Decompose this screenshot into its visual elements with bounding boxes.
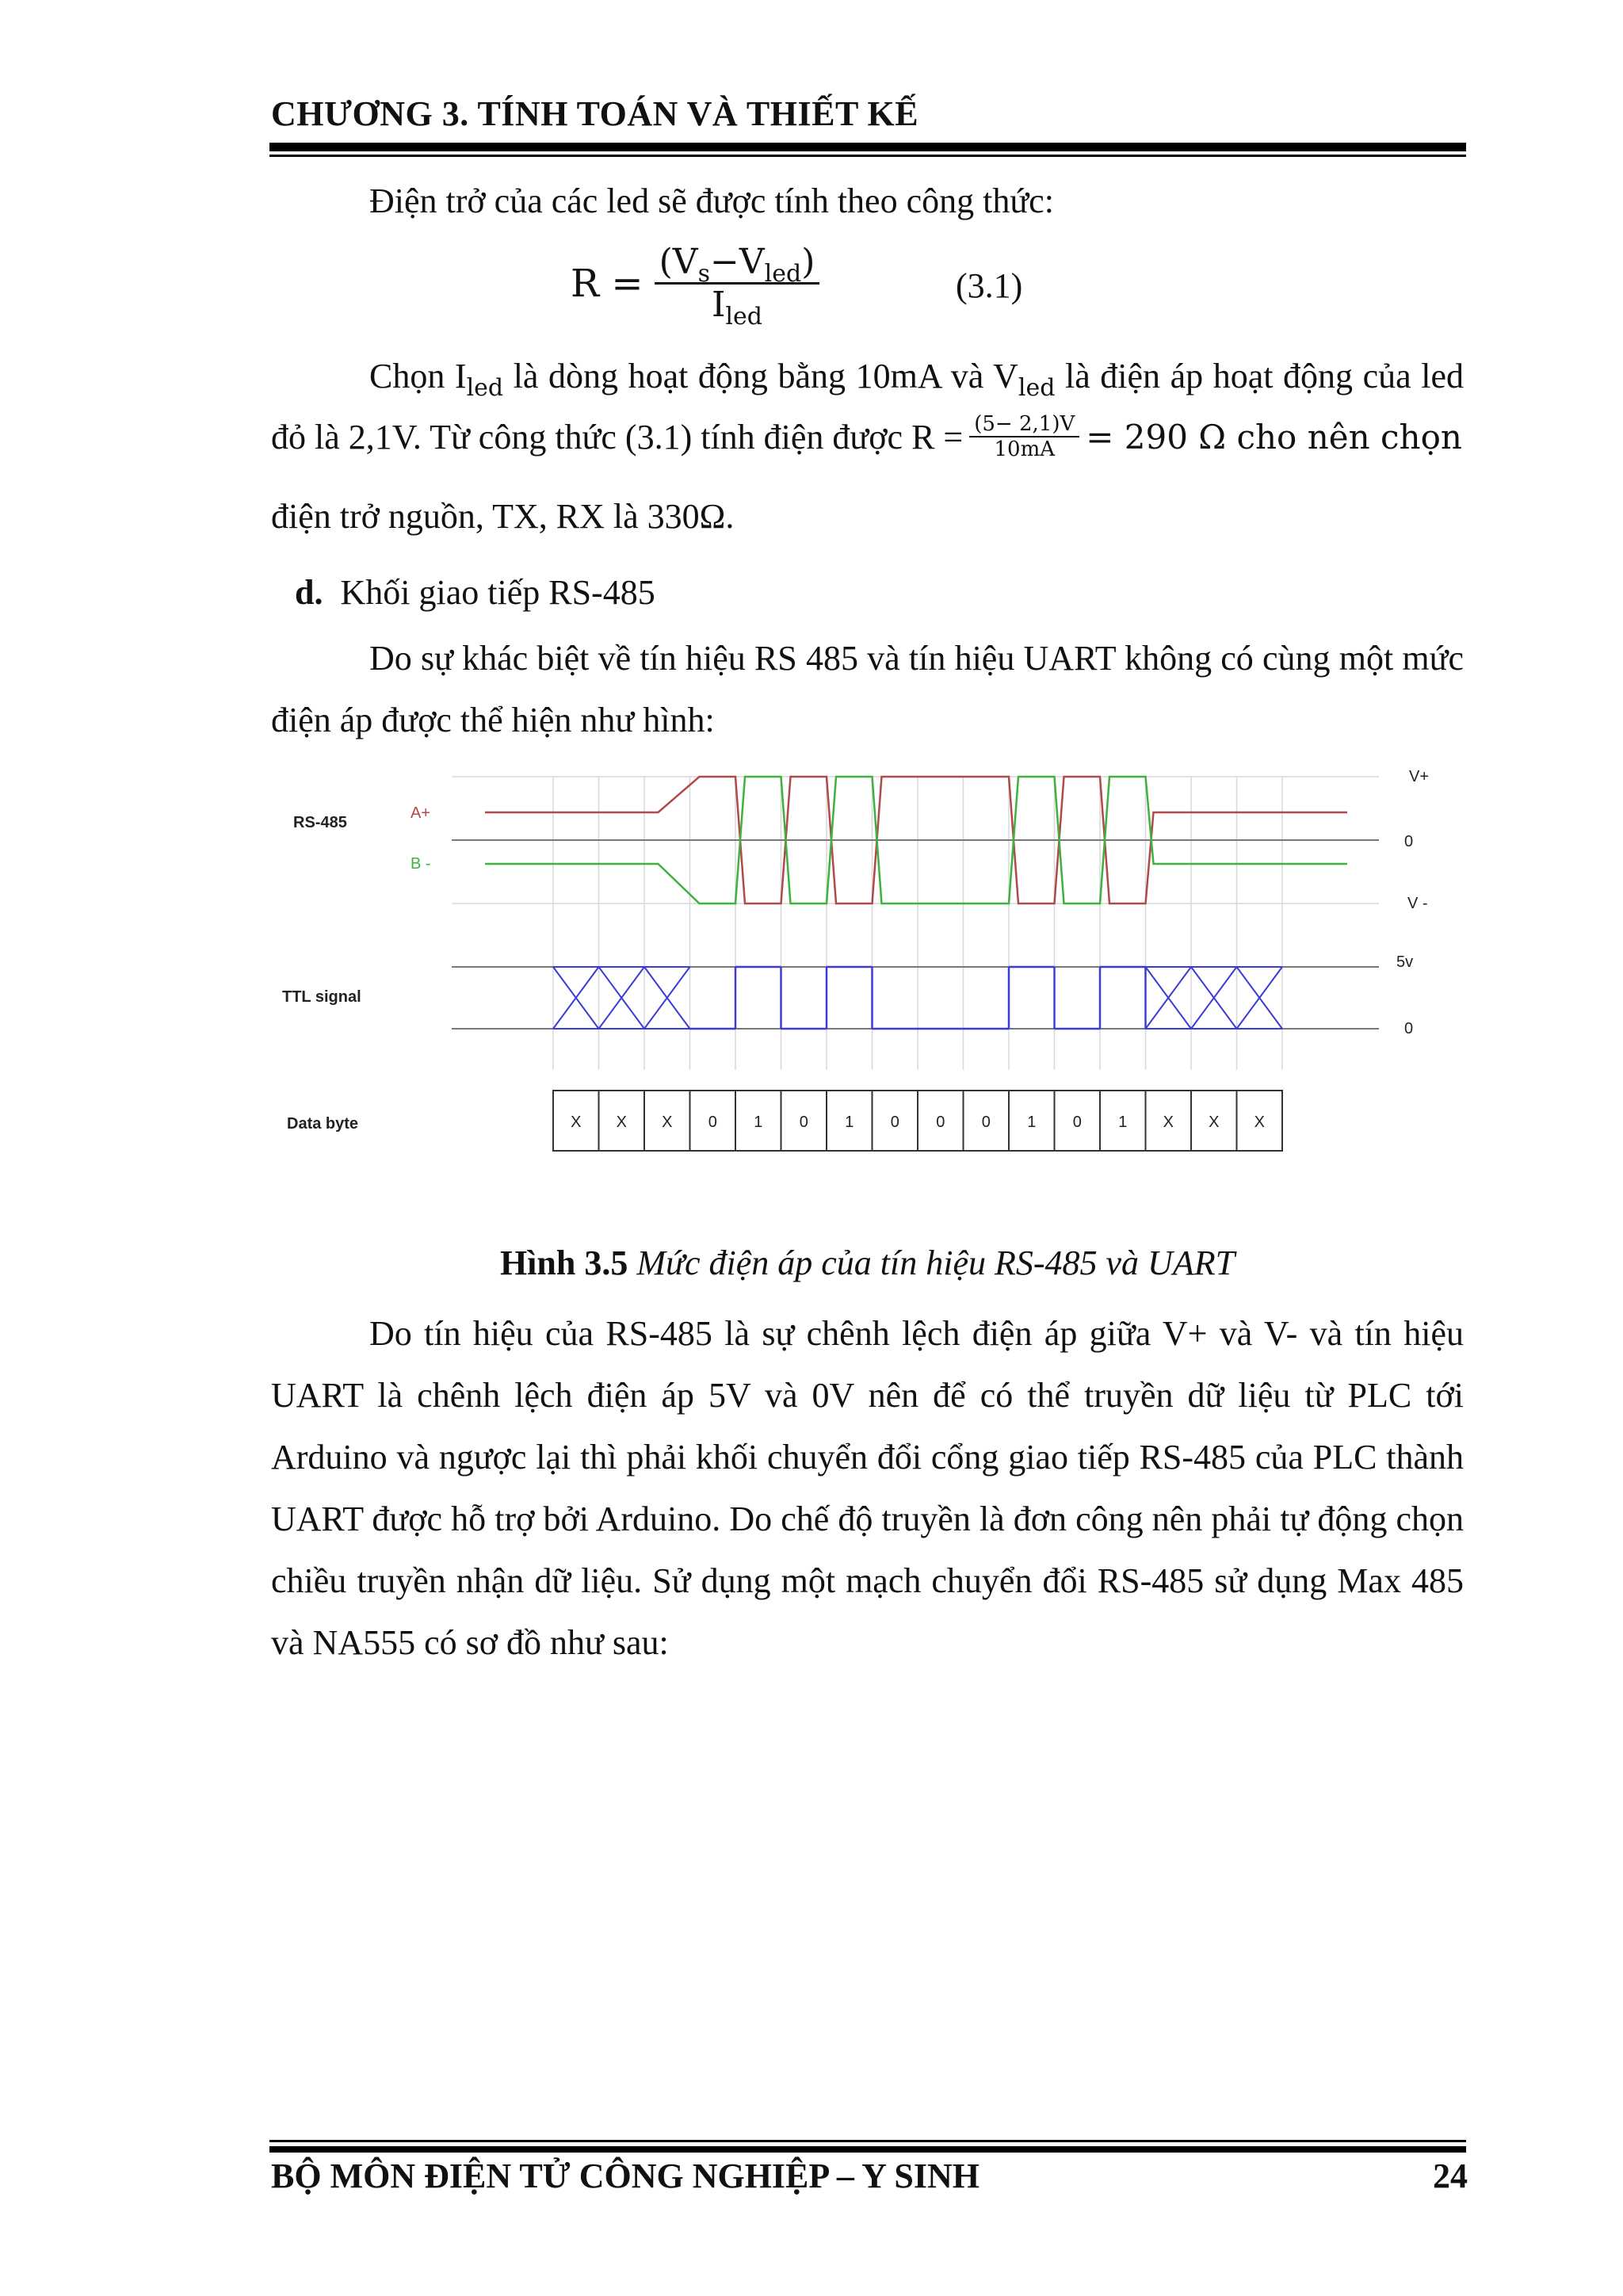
p1-b: là dòng hoạt động bằng 10mA và V xyxy=(503,357,1018,395)
rs485-uart-figure xyxy=(269,753,1506,1173)
data-bit-label: 1 xyxy=(1118,1114,1128,1131)
eq-num-sub-led: led xyxy=(764,260,802,288)
chapter-header: CHƯƠNG 3. TÍNH TOÁN VÀ THIẾT KẾ xyxy=(271,94,919,133)
p1-sub-a: led xyxy=(466,374,504,402)
caption-text: Mức điện áp của tín hiệu RS-485 và UART xyxy=(636,1244,1235,1282)
header-rule-thin xyxy=(269,155,1466,157)
eq-num-minus: −V xyxy=(709,242,765,282)
section-d-label: d. xyxy=(295,573,323,612)
p1-sub-b: led xyxy=(1018,374,1056,402)
data-bit-label: 1 xyxy=(845,1114,854,1131)
footer-rule-thin xyxy=(269,2140,1466,2142)
data-bit-label: 0 xyxy=(708,1114,717,1131)
p1-fraction xyxy=(969,412,1079,461)
para1-line2 xyxy=(271,412,1464,461)
p1-line2-b: = 290 Ω cho nên chọn xyxy=(1086,417,1462,457)
zero-bottom-label: 0 xyxy=(1404,1020,1414,1037)
p1-frac-num: (5− 2,1)V xyxy=(969,412,1079,437)
caption-label: Hình 3.5 xyxy=(499,1244,628,1282)
v-minus-label: V - xyxy=(1407,895,1428,912)
footer-rule-thick xyxy=(269,2146,1466,2153)
para3: Do tín hiệu của RS-485 là sự chênh lệch điện áp giữa V+ và V- và tín hiệu UART là chênh lệch điện áp 5V và 0V nên để có thể truyền dữ liệu từ PLC tới Arduino và ngược lại thì phải khối chuyển đổi cổng giao tiếp RS-485 của PLC thành UART được hỗ trợ bởi Arduino. Do chế độ truyền là đơn công nên phải tự động chọn chiều truyền nhận dữ liệu. Sử dụng một mạch chuyển đổi RS-485 sử dụng Max 485 và NA555 có sơ đồ như sau: xyxy=(271,1314,1464,1662)
data-bit-label: 1 xyxy=(1027,1114,1037,1131)
eq-num-open: (V xyxy=(659,242,698,282)
p1-a: Chọn I xyxy=(369,357,467,395)
footer-title: BỘ MÔN ĐIỆN TỬ CÔNG NGHIỆP – Y SINH xyxy=(271,2157,980,2195)
data-bit-label: 0 xyxy=(890,1114,899,1131)
ttl-label: TTL signal xyxy=(282,988,361,1006)
b-minus-label: B - xyxy=(411,855,431,873)
p1-c: là điện áp hoạt động của led xyxy=(1055,357,1465,395)
figure-grid xyxy=(452,777,1379,1070)
intro-line: Điện trở của các led sẽ được tính theo công thức: xyxy=(369,181,1054,220)
para2: Do sự khác biệt về tín hiệu RS 485 và tín hiệu UART không có cùng một mức điện áp được thể hiện như hình: xyxy=(271,639,1464,739)
eq-den-sub-led: led xyxy=(725,303,762,330)
rs485-label: RS-485 xyxy=(293,814,347,831)
data-bit-label: 1 xyxy=(754,1114,763,1131)
data-bit-label: 0 xyxy=(981,1114,991,1131)
p1-frac-den: 10mA xyxy=(994,437,1055,461)
data-bit-label: X xyxy=(1163,1114,1174,1131)
zero-top-label: 0 xyxy=(1404,833,1414,850)
eq-den: I xyxy=(712,285,726,325)
v-plus-label: V+ xyxy=(1409,768,1430,785)
para1-line3: điện trở nguồn, TX, RX là 330Ω. xyxy=(271,497,735,536)
p1-line2-a: đỏ là 2,1V. Từ công thức (3.1) tính điện được R = xyxy=(271,417,964,457)
data-bit-label: 0 xyxy=(1072,1114,1082,1131)
section-d-title: Khối giao tiếp RS-485 xyxy=(340,573,655,612)
equation-fraction xyxy=(655,242,820,330)
page-number: 24 xyxy=(1433,2157,1468,2195)
equation-number: (3.1) xyxy=(956,266,1023,305)
data-bit-label: X xyxy=(662,1114,673,1131)
eq-num-close: ) xyxy=(801,242,815,282)
a-plus-label: A+ xyxy=(411,804,431,822)
header-rule-thick xyxy=(269,143,1466,151)
data-bit-label: 0 xyxy=(799,1114,808,1131)
eq-num-sub-s: s xyxy=(697,260,710,288)
data-bit-label: 0 xyxy=(936,1114,945,1131)
data-bit-label: X xyxy=(571,1114,582,1131)
figure-caption xyxy=(271,1243,1464,1283)
data-byte-label: Data byte xyxy=(287,1115,359,1133)
para1-line1 xyxy=(271,346,1464,411)
data-bit-label: X xyxy=(1254,1114,1265,1131)
data-bit-label: X xyxy=(1209,1114,1220,1131)
data-bit-label: X xyxy=(616,1114,627,1131)
section-d-heading xyxy=(295,572,655,613)
equation-lhs: R = xyxy=(571,261,643,306)
data-byte-boxes xyxy=(553,1091,1282,1151)
five-v-label: 5v xyxy=(1396,953,1414,971)
equation-3-1 xyxy=(571,242,819,330)
